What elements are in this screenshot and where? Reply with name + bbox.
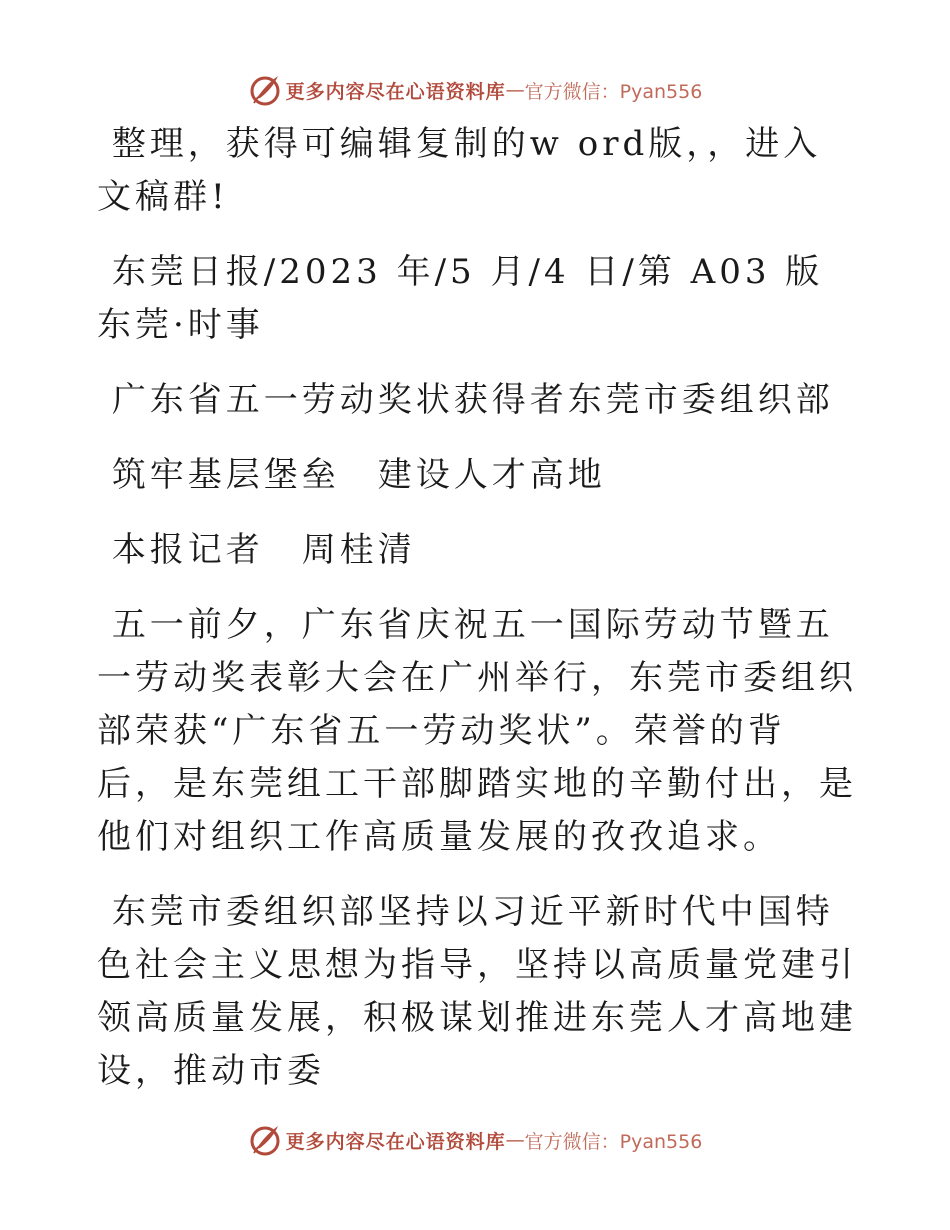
document-body: [97, 118, 857, 1098]
banner-separator: —: [505, 79, 525, 101]
paragraph-body-2: 东莞市委组织部坚持以习近平新时代中国特色社会主义思想为指导，坚持以高质量党建引领高质量发展，积极谋划推进东莞人才高地建设，推动市委: [97, 892, 857, 1091]
banner-brand-text: 更多内容尽在心语资料库: [285, 80, 506, 103]
paragraph-body-1: 五一前夕，广东省庆祝五一国际劳动节暨五一劳动奖表彰大会在广州举行，东莞市委组织部荣获“广东省五一劳动奖状”。荣誉的背后，是东莞组工干部脚踏实地的辛勤付出，是他们对组织工作高质量发展的孜孜追求。: [97, 605, 857, 857]
paragraph-byline: 本报记者 周桂清: [97, 530, 416, 570]
footer-banner: [0, 1120, 950, 1160]
banner-separator: —: [505, 1129, 525, 1151]
banner-brand-text: 更多内容尽在心语资料库: [285, 1130, 506, 1153]
banner-contact-text: 官方微信：Pyan556: [524, 1130, 703, 1153]
paragraph-award-title: 广东省五一劳动奖状获得者东莞市委组织部: [97, 380, 834, 420]
paragraph-source: 东莞日报/2023 年/5 月/4 日/第 A03 版东莞·时事: [97, 252, 824, 345]
quill-pen-logo-icon: [248, 73, 282, 107]
header-banner: [0, 70, 950, 110]
paragraph-headline: 筑牢基层堡垒 建设人才高地: [97, 455, 606, 495]
banner-contact-text: 官方微信：Pyan556: [524, 80, 703, 103]
quill-pen-logo-icon: [248, 1123, 282, 1157]
paragraph-intro: 整理，获得可编辑复制的w ord版，，进入文稿群!: [97, 124, 822, 217]
